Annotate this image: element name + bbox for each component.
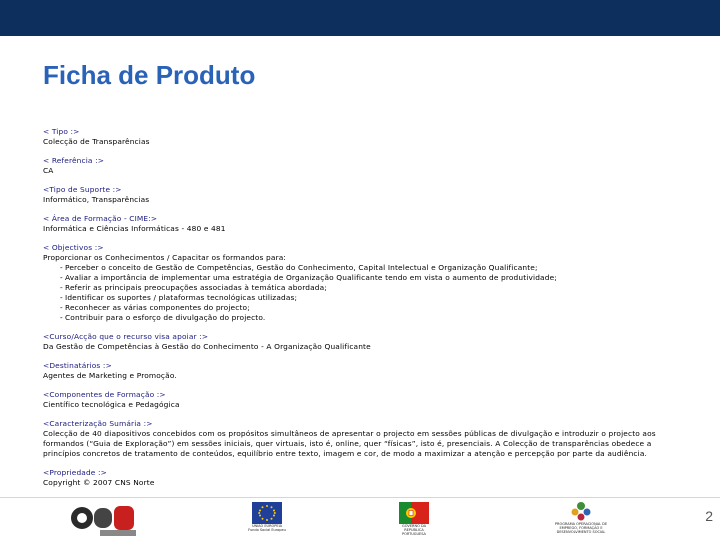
section-label: <Componentes de Formação :> — [43, 390, 166, 399]
program-mark-icon — [566, 500, 596, 522]
section-text: Da Gestão de Competências à Gestão do Conhecimento - A Organização Qualificante — [43, 342, 371, 351]
section-propriedade — [43, 468, 688, 488]
section-text: Copyright © 2007 CNS Norte — [43, 478, 155, 487]
program-logo — [548, 500, 614, 538]
list-item: - Reconhecer as várias componentes do projecto; — [43, 303, 688, 313]
section-label: < Referência :> — [43, 156, 105, 165]
section-tipo-suporte — [43, 185, 688, 205]
section-destinatarios — [43, 361, 688, 381]
list-item: - Avaliar a importância de implementar uma estratégia de Organização Qualificante tendo em vista o aumento de produtividade; — [43, 273, 688, 283]
page-number: 2 — [705, 508, 713, 524]
section-text: Científico tecnológica e Pedagógica — [43, 400, 180, 409]
section-label: < Objectivos :> — [43, 243, 104, 252]
product-sheet-body — [43, 127, 688, 497]
section-caracterizacao — [43, 419, 688, 459]
section-text: Informática e Ciências Informáticas - 480 e 481 — [43, 224, 226, 233]
section-label: <Curso/Acção que o recurso visa apoiar :> — [43, 332, 209, 341]
section-label: < Área de Formação - CIME:> — [43, 214, 158, 223]
section-label: <Destinatários :> — [43, 361, 112, 370]
section-objectivos — [43, 243, 688, 323]
eu-caption: UNIÃO EUROPEIA Fundo Social Europeu — [248, 524, 286, 532]
section-area-formacao — [43, 214, 688, 234]
section-text: Colecção de 40 diapositivos concebidos com os propósitos simultâneos de apresentar o projecto em sessões públicas de divulgação e introduzir o projecto aos formandos (“Guia de Exploração”) em sessões iniciais, quer virtuais, isto é, online, quer “físicas”, isto é, presenciais. A Colecção de transparências obedece a princípios concretos de tratamento de conteúdos, equilíbrio entre texto, imagem e cor, de modo a maximizar a atenção e percepção por parte da audiência. — [43, 429, 656, 458]
section-tipo — [43, 127, 688, 147]
cns-logo — [70, 500, 140, 538]
portugal-logo — [392, 502, 436, 538]
section-text: Colecção de Transparências — [43, 137, 150, 146]
list-item: - Contribuir para o esforço de divulgação do projecto. — [43, 313, 688, 323]
section-text: Proporcionar os Conhecimentos / Capacitar os formandos para: — [43, 253, 287, 262]
footer — [0, 498, 720, 540]
eu-flag-icon — [252, 502, 282, 524]
section-curso-accao — [43, 332, 688, 352]
section-referencia — [43, 156, 688, 176]
section-text: CA — [43, 166, 54, 175]
list-item: - Referir as principais preocupações associadas à temática abordada; — [43, 283, 688, 293]
objectives-list — [43, 263, 688, 323]
section-label: <Propriedade :> — [43, 468, 107, 477]
portugal-flag-icon — [399, 502, 429, 524]
section-label: <Caracterização Sumária :> — [43, 419, 153, 428]
section-text: Informático, Transparências — [43, 195, 150, 204]
section-text: Agentes de Marketing e Promoção. — [43, 371, 177, 380]
section-componentes — [43, 390, 688, 410]
eu-logo — [248, 502, 286, 538]
page-title: Ficha de Produto — [43, 60, 256, 90]
program-caption: PROGRAMA OPERACIONAL DE EMPREGO, FORMAÇÃO E DESENVOLVIMENTO SOCIAL — [554, 522, 608, 534]
portugal-caption: GOVERNO DA REPÚBLICA PORTUGUESA — [402, 524, 426, 536]
cns-logo-graphic — [70, 500, 140, 538]
top-banner — [0, 0, 720, 36]
section-label: <Tipo de Suporte :> — [43, 185, 122, 194]
section-label: < Tipo :> — [43, 127, 80, 136]
list-item: - Identificar os suportes / plataformas tecnológicas utilizadas; — [43, 293, 688, 303]
list-item: - Perceber o conceito de Gestão de Competências, Gestão do Conhecimento, Capital Intelectual e Organização Qualificante; — [43, 263, 688, 273]
